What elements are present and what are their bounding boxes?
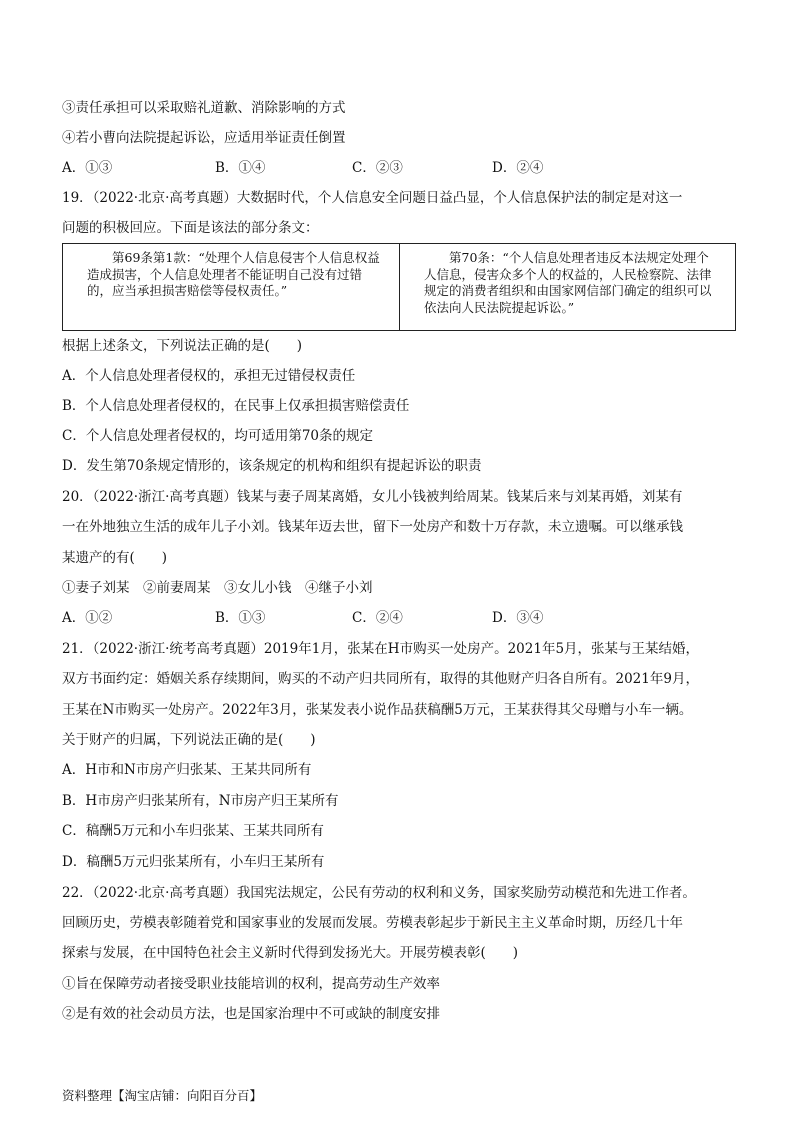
- option-c[interactable]: C．②③: [352, 160, 403, 176]
- q21-stem-line3: 王某在N市购买一处房产。2022年3月，张某发表小说作品获稿酬5万元，王某获得其父母赠与小车一辆。: [62, 702, 693, 718]
- article-70-cell: 第70条：“个人信息处理者违反本法规定处理个人信息，侵害众多个人的权益的，人民检察院、法律规定的消费者组织和由国家网信部门确定的组织可以依法向人民法院提起诉讼。”: [399, 244, 735, 330]
- option-d[interactable]: D．②④: [492, 160, 544, 176]
- q19-option-a[interactable]: A．个人信息处理者侵权的，承担无过错侵权责任: [62, 368, 356, 384]
- option-a[interactable]: A．①③: [62, 160, 113, 176]
- q20-stem-line1: 20．（2022·浙江·高考真题）钱某与妻子周某离婚，女儿小钱被判给周某。钱某后来与刘某再婚，刘某有: [62, 489, 683, 505]
- q22-stem-line1: 22．（2022·北京·高考真题）我国宪法规定，公民有劳动的权利和义务，国家奖励劳动模范和先进工作者。: [62, 885, 696, 901]
- q21-option-c[interactable]: C．稿酬5万元和小车归张某、王某共同所有: [62, 823, 324, 839]
- option-a[interactable]: A．①②: [62, 610, 113, 626]
- q21-stem-line1: 21．（2022·浙江·统考高考真题）2019年1月，张某在H市购买一处房产。2021年5月，张某与王某结婚，: [62, 641, 700, 657]
- option-c[interactable]: C．②④: [352, 610, 403, 626]
- q21-option-d[interactable]: D．稿酬5万元归张某所有，小车归王某所有: [62, 854, 325, 870]
- statement-3: ③责任承担可以采取赔礼道歉、消除影响的方式: [62, 100, 346, 116]
- option-d[interactable]: D．③④: [492, 610, 544, 626]
- q20-stem-line2: 一在外地独立生活的成年儿子小刘。钱某年迈去世，留下一处房产和数十万存款，未立遗嘱。可以继承钱: [62, 519, 683, 535]
- q21-stem-line2: 双方书面约定：婚姻关系存续期间，购买的不动产归共同所有，取得的其他财产归各自所有。2021年9月，: [62, 671, 699, 687]
- q22-stem-line2: 回顾历史，劳模表彰随着党和国家事业的发展而发展。劳模表彰起步于新民主主义革命时期，历经几十年: [62, 915, 683, 931]
- q20-statements: ①妻子刘某 ②前妻周某 ③女儿小钱 ④继子小刘: [62, 580, 373, 596]
- statement-4: ④若小曹向法院提起诉讼，应适用举证责任倒置: [62, 130, 346, 146]
- option-b[interactable]: B．①③: [215, 610, 266, 626]
- q21-option-a[interactable]: A．H市和N市房产归张某、王某共同所有: [62, 762, 312, 778]
- q22-statement-2: ②是有效的社会动员方法，也是国家治理中不可或缺的制度安排: [62, 1006, 440, 1022]
- option-b[interactable]: B．①④: [215, 160, 266, 176]
- q22-statement-1: ①旨在保障劳动者接受职业技能培训的权利，提高劳动生产效率: [62, 976, 440, 992]
- q21-option-b[interactable]: B．H市房产归张某所有，N市房产归王某所有: [62, 793, 339, 809]
- q19-option-c[interactable]: C．个人信息处理者侵权的，均可适用第70条的规定: [62, 428, 374, 444]
- q19-option-d[interactable]: D．发生第70条规定情形的，该条规定的机构和组织有提起诉讼的职责: [62, 458, 482, 474]
- q22-stem-line3: 探索与发展，在中国特色社会主义新时代得到发扬光大。开展劳模表彰( ): [62, 945, 519, 961]
- q19-option-b[interactable]: B．个人信息处理者侵权的，在民事上仅承担损害赔偿责任: [62, 398, 410, 414]
- q19-prompt: 根据上述条文，下列说法正确的是( ): [62, 338, 303, 354]
- q19-stem-line1: 19．（2022·北京·高考真题）大数据时代，个人信息安全问题日益凸显，个人信息保护法的制定是对这一: [62, 190, 683, 206]
- page-footer: 资料整理【淘宝店铺：向阳百分百】: [62, 1088, 263, 1103]
- q21-prompt: 关于财产的归属，下列说法正确的是( ): [62, 732, 316, 748]
- law-articles-table: [62, 243, 736, 331]
- article-69-cell: 第69条第1款：“处理个人信息侵害个人信息权益造成损害，个人信息处理者不能证明自己没有过错的，应当承担损害赔偿等侵权责任。”: [87, 250, 380, 298]
- q19-stem-line2: 问题的积极回应。下面是该法的部分条文：: [62, 220, 319, 236]
- q20-stem-line3: 某遗产的有( ): [62, 550, 168, 566]
